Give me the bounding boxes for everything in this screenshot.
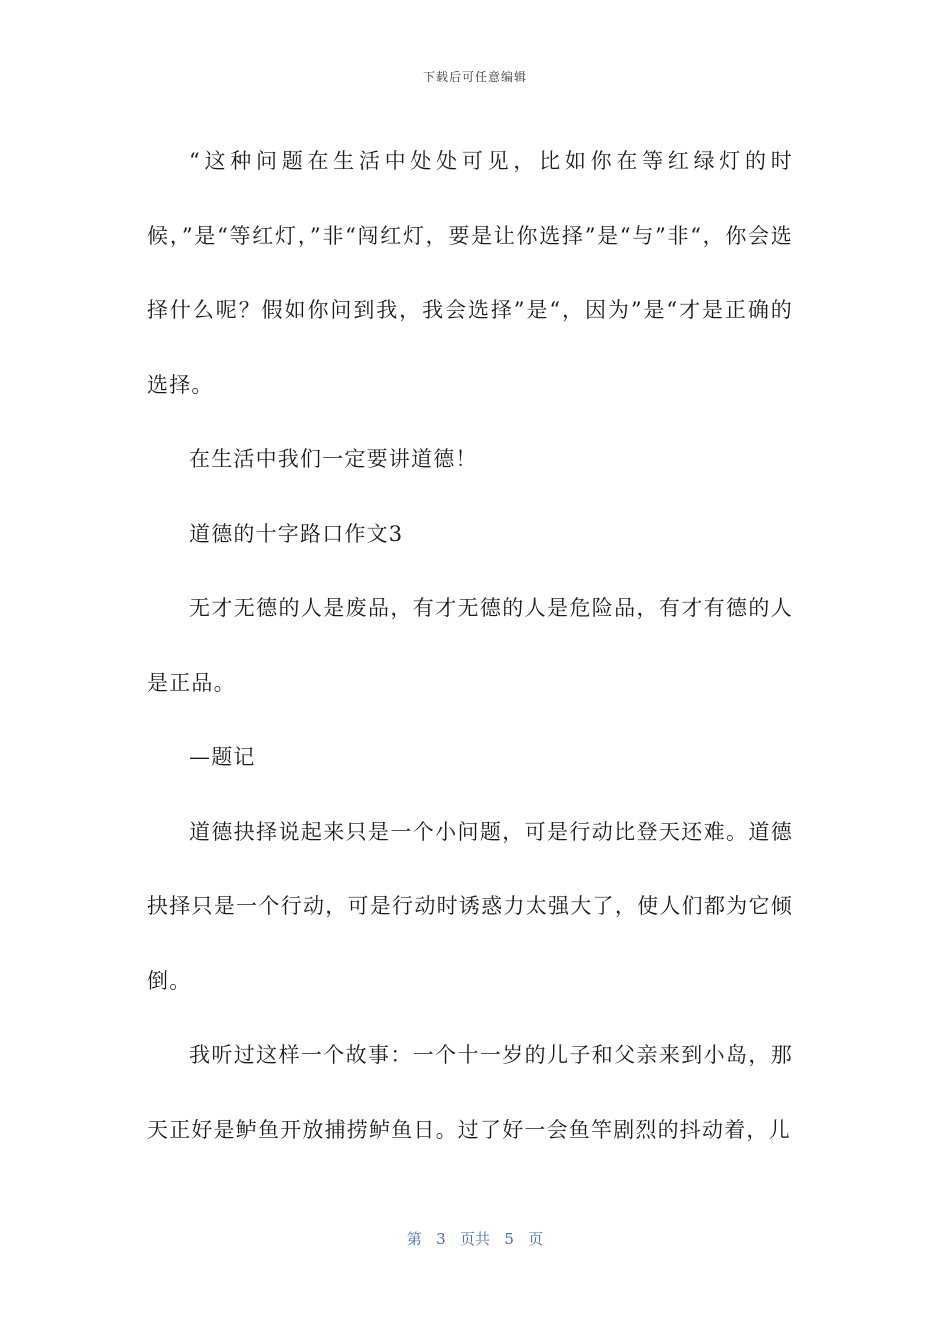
paragraph: 无才无德的人是废品，有才无德的人是危险品，有才有德的人是正品。	[147, 596, 793, 695]
section-title: 道德的十字路口作文3	[189, 521, 404, 546]
paragraph: 我听过这样一个故事：一个十一岁的儿子和父亲来到小岛，那天正好是鲈鱼开放捕捞鲈鱼日。过了好一会鱼竿剧烈的抖动着，儿	[147, 1043, 793, 1142]
page-header: 下载后可任意编辑	[422, 70, 527, 84]
current-page-number: 3	[436, 1230, 446, 1248]
document-body	[147, 124, 793, 1167]
page-label-suffix: 页	[528, 1230, 544, 1248]
page-footer	[0, 1228, 950, 1249]
paragraph: 在生活中我们一定要讲道德！	[189, 447, 478, 471]
epigraph-attribution: —题记	[189, 745, 256, 769]
paragraph: “这种问题在生活中处处可见，比如你在等红绿灯的时候，”是“等红灯，”非“闯红灯，要是让你选择”是“与”非“，你会选择什么呢？假如你问到我，我会选择”是“，因为”是“才是正确的选择。	[147, 149, 793, 397]
paragraph: 道德抉择说起来只是一个小问题，可是行动比登天还难。道德抉择只是一个行动，可是行动时诱惑力太强大了，使人们都为它倾倒。	[147, 819, 793, 993]
total-pages-number: 5	[504, 1230, 514, 1248]
page-label-prefix: 第	[406, 1230, 422, 1248]
page-label-mid: 页共	[459, 1230, 490, 1248]
